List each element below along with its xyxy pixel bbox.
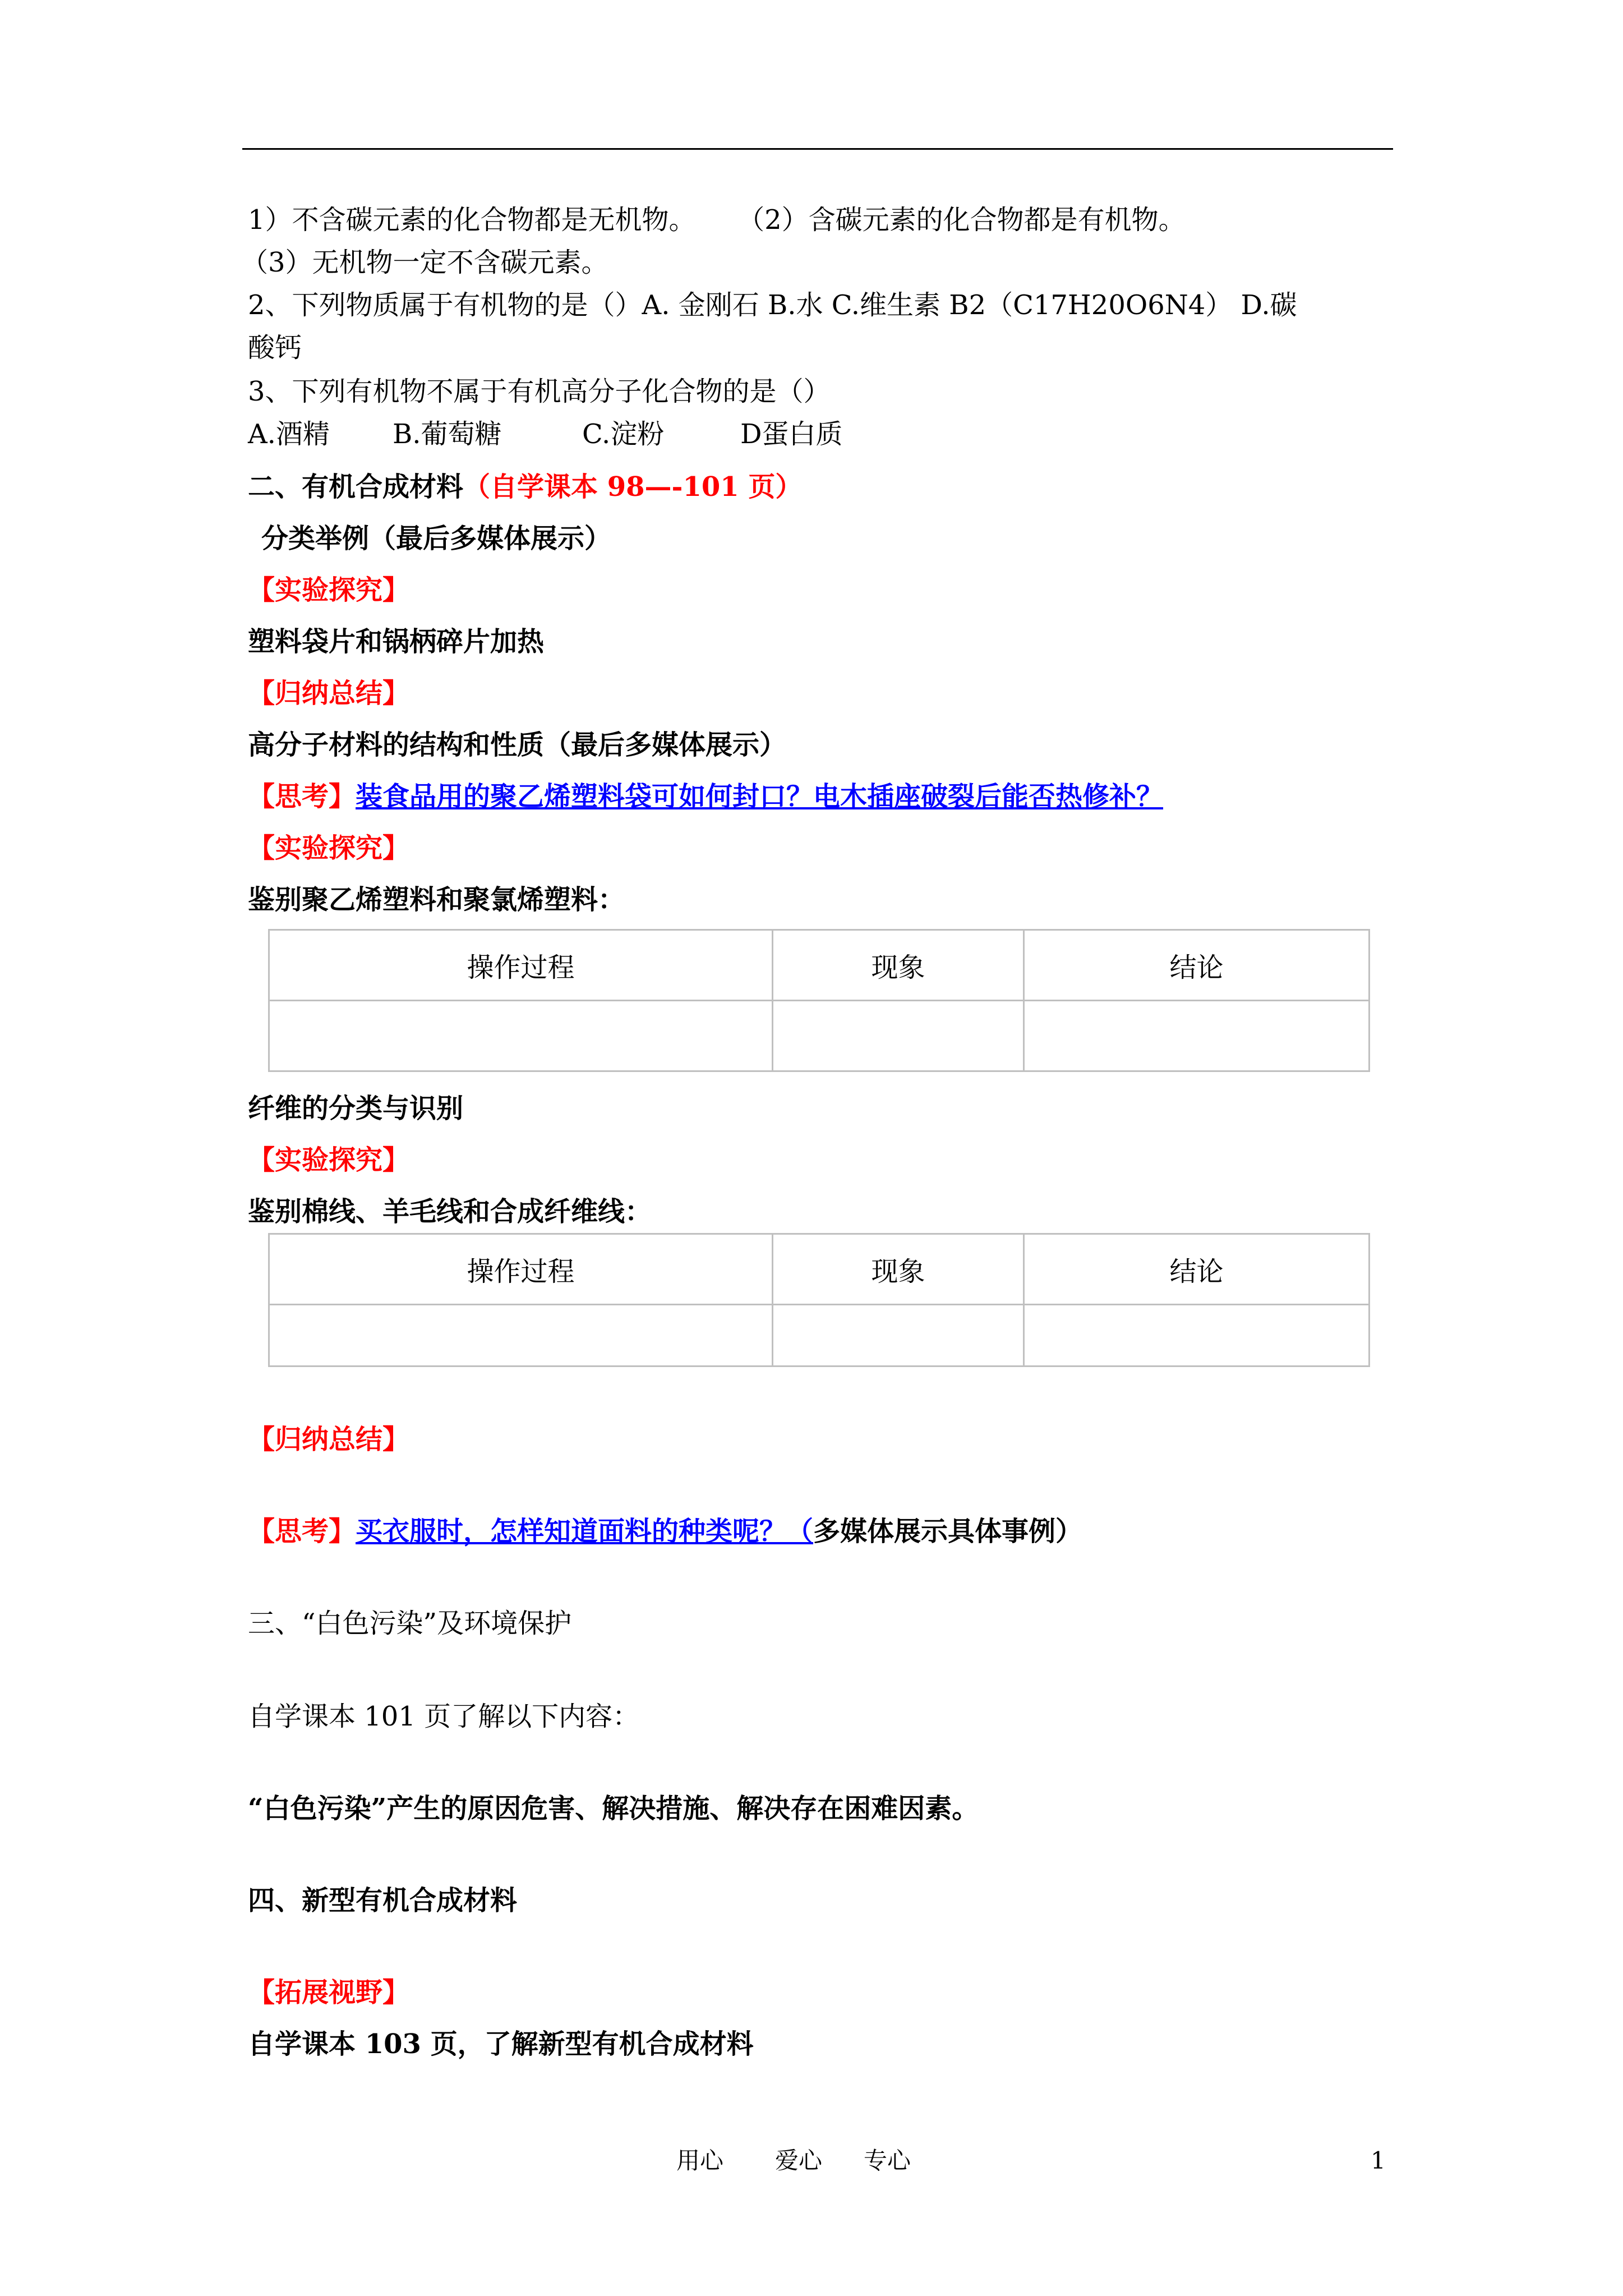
footer-motto-2: 爱心 <box>775 2147 823 2174</box>
structure-properties: 高分子材料的结构和性质（最后多媒体展示） <box>248 729 787 761</box>
table-row <box>269 1001 1370 1071</box>
section-2-note: （自学课本 98—-101 页） <box>463 471 803 503</box>
option-a: A.酒精 <box>248 418 330 450</box>
think-1-link[interactable]: 装食品用的聚乙烯塑料袋可如何封口？电木插座破裂后能否热修补？ <box>356 781 1164 812</box>
table-row <box>269 1305 1370 1366</box>
self-study-101: 自学课本 101 页了解以下内容： <box>248 1701 640 1732</box>
statement-3: （3）无机物一定不含碳元素。 <box>241 247 608 278</box>
cell-conclusion[interactable] <box>1024 1001 1370 1071</box>
statement-1: 1）不含碳元素的化合物都是无机物。 <box>248 204 696 236</box>
header-conclusion: 结论 <box>1024 930 1370 1001</box>
summary-tag-2: 【归纳总结】 <box>248 1424 410 1455</box>
summary-tag-1: 【归纳总结】 <box>248 678 410 709</box>
header-operation: 操作过程 <box>269 930 773 1001</box>
plastic-table <box>268 929 1370 1072</box>
footer-motto-1: 用心 <box>676 2147 724 2174</box>
question-1-line-1 <box>248 203 1186 237</box>
header-operation: 操作过程 <box>269 1234 773 1305</box>
cell-phenomenon[interactable] <box>773 1001 1024 1071</box>
question-2-line-2: 酸钙 <box>248 332 302 364</box>
expand-tag: 【拓展视野】 <box>248 1977 410 2008</box>
experiment-tag-1: 【实验探究】 <box>248 574 410 606</box>
header-conclusion: 结论 <box>1024 1234 1370 1305</box>
question-3-options <box>248 417 843 451</box>
think-2-rest: 多媒体展示具体事例） <box>813 1516 1083 1547</box>
statement-2: （2）含碳元素的化合物都是有机物。 <box>737 204 1186 236</box>
fiber-table <box>268 1233 1370 1367</box>
think-tag-2: 【思考】 <box>248 1516 356 1547</box>
table-header-row <box>269 1234 1370 1305</box>
experiment-tag-2: 【实验探究】 <box>248 832 410 864</box>
header-phenomenon: 现象 <box>773 1234 1024 1305</box>
section-2-heading <box>248 470 802 504</box>
heating-experiment: 塑料袋片和锅柄碎片加热 <box>248 626 545 657</box>
option-c: C.淀粉 <box>582 418 665 450</box>
question-3-stem: 3、下列有机物不属于有机高分子化合物的是（） <box>248 376 831 407</box>
question-2-line-1: 2、下列物质属于有机物的是（）A. 金刚石 B.水 C.维生素 B2（C17H20O6N4） D.碳 <box>248 289 1297 321</box>
page-number: 1 <box>1371 2147 1386 2174</box>
footer-motto-3: 专心 <box>864 2147 911 2174</box>
cell-operation[interactable] <box>269 1001 773 1071</box>
section-4-heading: 四、新型有机合成材料 <box>248 1885 518 1916</box>
self-study-103: 自学课本 103 页，了解新型有机合成材料 <box>248 2028 754 2060</box>
section-2-title: 二、有机合成材料 <box>248 471 464 503</box>
option-d: D蛋白质 <box>740 418 843 450</box>
option-b: B.葡萄糖 <box>393 418 502 450</box>
fiber-title: 纤维的分类与识别 <box>248 1093 464 1124</box>
cell-conclusion[interactable] <box>1024 1305 1370 1366</box>
experiment-tag-3: 【实验探究】 <box>248 1144 410 1176</box>
cell-operation[interactable] <box>269 1305 773 1366</box>
think-1 <box>248 780 1163 813</box>
white-pollution-topics: “白色污染”产生的原因危害、解决措施、解决存在困难因素。 <box>248 1793 979 1824</box>
section-3-heading: 三、“白色污染”及环境保护 <box>248 1608 572 1639</box>
cell-phenomenon[interactable] <box>773 1305 1024 1366</box>
think-2-link[interactable]: 买衣服时，怎样知道面料的种类呢？（ <box>356 1516 814 1547</box>
think-2 <box>248 1515 1082 1548</box>
table-header-row <box>269 930 1370 1001</box>
think-tag-1: 【思考】 <box>248 781 356 812</box>
classify-example: 分类举例（最后多媒体展示） <box>261 523 612 554</box>
header-phenomenon: 现象 <box>773 930 1024 1001</box>
header-rule <box>242 148 1393 150</box>
identify-fiber: 鉴别棉线、羊毛线和合成纤维线： <box>248 1196 652 1227</box>
identify-plastic: 鉴别聚乙烯塑料和聚氯烯塑料： <box>248 884 625 915</box>
